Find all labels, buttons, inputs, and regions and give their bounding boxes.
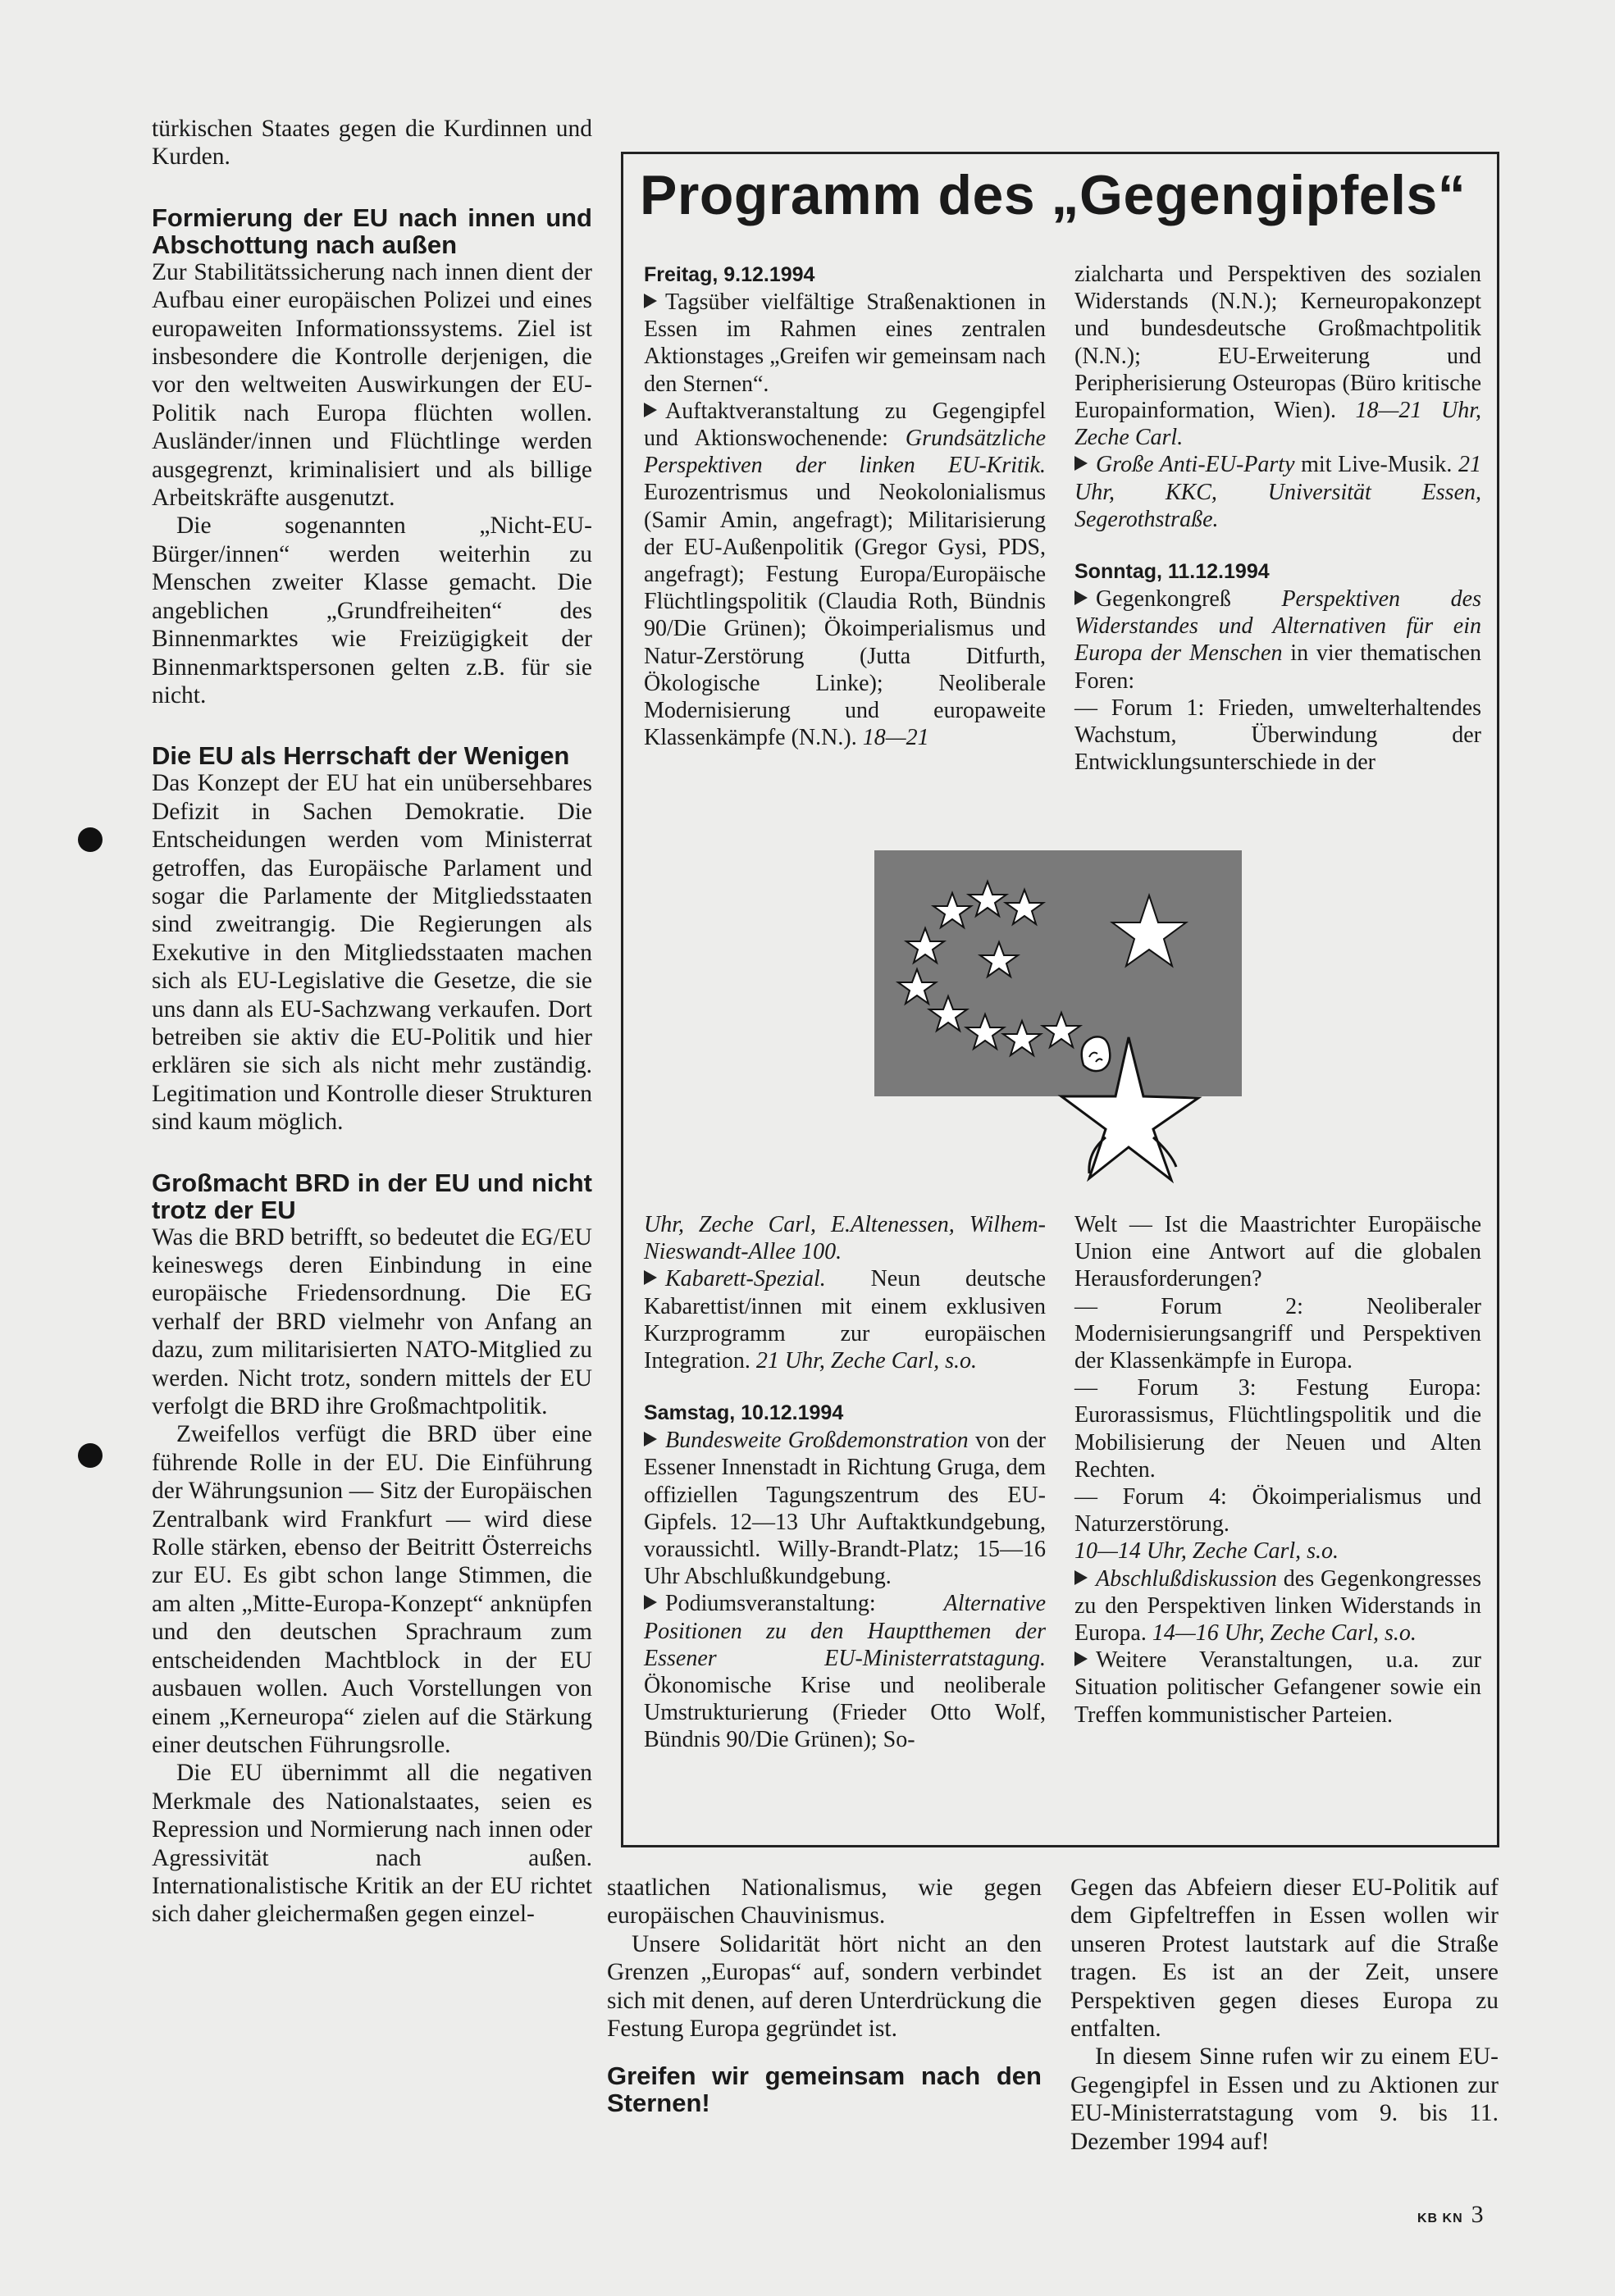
kabarett-body: Neun deutsche Kabarettist/innen mit einem exklusiven Kurzprogramm zur europäischen Integration. bbox=[644, 1266, 1046, 1374]
middle-paragraph-2: Unsere Solidarität hört nicht an den Grenzen „Europas“ auf, sondern verbindet sich mit denen, auf deren Unterdrückung die Festung Europa gegründet ist. bbox=[607, 1930, 1042, 2043]
abschluss-body: des Gegenkongresses zu den Perspektiven linken Widerstands in Europa. bbox=[1074, 1565, 1481, 1647]
forum-4: — Forum 4: Ökoimperialismus und Naturzerstörung. bbox=[1074, 1484, 1481, 1538]
friday-item-2-title: Grundsätzliche Perspektiven der linken EU-Kritik. bbox=[644, 426, 1046, 479]
friday-heading: Freitag, 9.12.1994 bbox=[644, 263, 815, 286]
left-column bbox=[152, 115, 592, 1929]
flag-background bbox=[874, 850, 1242, 1096]
punch-hole-top bbox=[78, 827, 103, 852]
col2-top-text bbox=[1074, 261, 1481, 451]
saturday-heading: Samstag, 10.12.1994 bbox=[644, 1401, 844, 1425]
program-title: Programm des „Gegengipfels“ bbox=[640, 164, 1467, 226]
heading-grossmacht: Großmacht BRD in der EU und nicht trotz der EU bbox=[152, 1168, 592, 1224]
punch-hole-bottom bbox=[78, 1443, 103, 1468]
heading-herrschaft: Die EU als Herrschaft der Wenigen bbox=[152, 741, 570, 771]
eu-stars-illustration bbox=[874, 850, 1242, 1183]
col2-top-body: zialcharta und Perspektiven des sozialen Widerstands (N.N.); Kerneuropakonzept und bundesdeutsche Großmachtpolitik (N.N.); EU-Erweiterung und Peripherisierung Osteuropas (Büro kritische Europainformation, Wien). bbox=[1074, 262, 1481, 424]
kabarett-time: 21 Uhr, Zeche Carl, s.o. bbox=[755, 1348, 977, 1374]
triangle-bullet-icon bbox=[644, 1432, 657, 1446]
paragraph-herrschaft: Das Konzept der EU hat ein unübersehbares Defizit in Sachen Demokratie. Die Entscheidungen werden vom Ministerrat getroffen, das Europäische Parlament und sogar die Parlamente der Mitgliedsstaaten sind zweitrangig. Die Regierungen als Exekutive in den Mitgliedsstaaten machen sich als EU-Legislative die Gesetze, die sie uns dann als EU-Sachzwang verkaufen. Dort betreiben sie aktiv die EU-Politik und hier erklären sie sich als nicht mehr zuständig. Legitimation und Kontrolle dieser Strukturen sind kaum möglich. bbox=[152, 770, 592, 1136]
box-column-1-top bbox=[644, 261, 1046, 751]
weitere-item bbox=[1074, 1647, 1481, 1729]
demo-title: Bundesweite Großdemonstration bbox=[665, 1428, 969, 1454]
forum-1: — Forum 1: Frieden, umwelterhaltendes Wachstum, Überwindung der Entwicklungsunterschiede in der bbox=[1074, 695, 1481, 776]
forum-3: — Forum 3: Festung Europa: Eurorassismus, Flüchtlingspolitik und die Mobilisierung der Neuen und Alten Rechten. bbox=[1074, 1375, 1481, 1483]
paragraph-grossmacht-2: Zweifellos verfügt die BRD über eine führende Rolle in der EU. Die Einführung der Währungsunion — Sitz der Europäischen Zentralbank wird Frankfurt — wird diese Rolle stärken, ebenso der Beitritt Österreichs zur EU. Es gibt schon lange Stimmen, die am alten „Mitte-Europa-Konzept“ anknüpfen und den deutschen Sprachraum zum entscheidenden Machtblock in der EU ausbauen wollen. Auch Vorstellungen von einem „Kerneuropa“ zielen auf die Stärkung einer deutschen Führungsrolle. bbox=[152, 1421, 592, 1758]
right-paragraph-2: In diesem Sinne rufen wir zu einem EU-Gegengipfel in Essen und zu Aktionen zur EU-Ministerratstagung vom 9. bis 11. Dezember 1994 auf! bbox=[1070, 2043, 1499, 2155]
sunday-item-1 bbox=[1074, 585, 1481, 695]
sunday-item-1-body: in vier thematischen Foren: bbox=[1074, 640, 1481, 694]
demo-body: von der Essener Innenstadt in Richtung Gruga, dem offiziellen Tagungszentrum des EU-Gipfels. 12—13 Uhr Auftaktkundgebung, voraussichtl. Willy-Brandt-Platz; 15—16 Uhr Abschlußkundgebung. bbox=[644, 1428, 1046, 1590]
box-column-2-top bbox=[1074, 261, 1481, 776]
party-time: 21 Uhr, KKC, Universität Essen, Segerothstraße. bbox=[1074, 452, 1482, 532]
weitere-text: Weitere Veranstaltungen, u.a. zur Situation politischer Gefangener sowie ein Treffen kommunistischer Parteien. bbox=[1074, 1647, 1481, 1728]
middle-paragraph-1: staatlichen Nationalismus, wie gegen europäischen Chauvinismus. bbox=[607, 1875, 1042, 1929]
podium-title: Alternative Positionen zu den Hauptthemen der Essener EU-Ministerratstagung. bbox=[644, 1591, 1046, 1671]
party-item bbox=[1074, 451, 1481, 533]
podium-body: Ökonomische Krise und neoliberale Umstrukturierung (Frieder Otto Wolf, Bündnis 90/Die Grünen); So- bbox=[644, 1673, 1046, 1753]
friday-item-2-body: Eurozentrismus und Neokolonialismus (Samir Amin, angefragt); Militarisierung der EU-Außenpolitik (Gregor Gysi, PDS, angefragt); Festung Europa/Europäische Flüchtlingspolitik (Claudia Roth, Bündnis 90/Die Grünen); Ökoimperialismus und Natur-Zerstörung (Jutta Ditfurth, Ökologische Linke); Neoliberale Modernisierung und europaweite Klassenkämpfe (N.N.). bbox=[644, 480, 1046, 751]
podium-text: Podiumsveranstaltung: bbox=[665, 1591, 944, 1617]
forum-time bbox=[1074, 1538, 1481, 1565]
col1-bottom-location: Uhr, Zeche Carl, E.Altenessen, Wilhem-Nieswandt-Allee 100. bbox=[644, 1212, 1046, 1265]
friday-item-1 bbox=[644, 289, 1046, 398]
friday-item-2-time: 18—21 bbox=[862, 725, 929, 751]
intro-paragraph: türkischen Staates gegen die Kurdinnen und Kurden. bbox=[152, 116, 592, 171]
triangle-bullet-icon bbox=[644, 1595, 657, 1610]
sunday-item-1-text: Gegenkongreß bbox=[1096, 586, 1282, 613]
forum-2: — Forum 2: Neoliberaler Modernisierungsangriff und Perspektiven der Klassenkämpfe in Europa. bbox=[1074, 1293, 1481, 1374]
paragraph-grossmacht-1: Was die BRD betrifft, so bedeutet die EG/EU keineswegs deren Einbindung in eine europäische Friedensordnung. Die EG verhalf der BRD vielmehr von Anfang an dazu, zum militarisierten NATO-Mitglied zu werden. Nicht trotz, sondern mittels der EU verfolgt die BRD ihre Großmachtpolitik. bbox=[152, 1223, 592, 1420]
page-footer bbox=[1417, 2201, 1484, 2233]
right-column bbox=[1070, 1874, 1499, 2156]
triangle-bullet-icon bbox=[1074, 1651, 1088, 1666]
podium-item bbox=[644, 1590, 1046, 1753]
triangle-bullet-icon bbox=[1074, 1570, 1088, 1585]
sunday-item-1-title: Perspektiven des Widerstandes und Alternativen für ein Europa der Menschen bbox=[1074, 586, 1481, 667]
triangle-bullet-icon bbox=[1074, 456, 1088, 471]
friday-item-2 bbox=[644, 398, 1046, 752]
abschluss-title: Abschlußdiskussion bbox=[1096, 1565, 1277, 1592]
col2-top-time: 18—21 Uhr, Zeche Carl. bbox=[1074, 398, 1481, 451]
box-column-2-bottom bbox=[1074, 1211, 1481, 1729]
triangle-bullet-icon bbox=[644, 1270, 657, 1285]
triangle-bullet-icon bbox=[1074, 590, 1088, 605]
abschluss-item bbox=[1074, 1565, 1481, 1647]
paragraph-grossmacht-3: Die EU übernimmt all die negativen Merkmale des Nationalstaates, seien es Repression und Normierung nach innen oder Agressivität nach außen. Internationalistische Kritik an der EU richtet sich daher gleichermaßen gegen einzel- bbox=[152, 1760, 592, 1928]
col2-bottom-text: Welt — Ist die Maastrichter Europäische Union eine Antwort auf die globalen Herausforderungen? bbox=[1074, 1212, 1481, 1292]
triangle-bullet-icon bbox=[644, 294, 657, 308]
sunday-heading: Sonntag, 11.12.1994 bbox=[1074, 560, 1270, 584]
party-body: mit Live-Musik. bbox=[1294, 452, 1459, 478]
page-number: 3 bbox=[1471, 2201, 1484, 2228]
kabarett-title: Kabarett-Spezial. bbox=[665, 1266, 826, 1292]
demo-item bbox=[644, 1427, 1046, 1590]
col1-bottom-text bbox=[644, 1211, 1046, 1265]
paragraph-formierung-2: Die sogenannten „Nicht-EU-Bürger/innen“ werden weiterhin zu Menschen zweiter Klasse gemacht. Die angeblichen „Grundfreiheiten“ des Binnenmarktes wie Freizügigkeit der Binnenmarktspersonen gelten z.B. für sie nicht. bbox=[152, 512, 592, 708]
paragraph-formierung-1: Zur Stabilitätssicherung nach innen dient der Aufbau einer europäischen Polizei und eines europaweiten Informationssystems. Ziel ist insbesondere die Kontrolle derjenigen, die vor den weltweiten Auswirkungen der EU-Politik nach Europa flüchten wollen. Ausländer/innen und Flüchtlinge werden ausgegrenzt, kriminalisiert und als billige Arbeitskräfte ausgenutzt. bbox=[152, 258, 592, 512]
box-column-1-bottom bbox=[644, 1211, 1046, 1754]
heading-greifen: Greifen wir gemeinsam nach den Sternen! bbox=[607, 2061, 1042, 2118]
party-title: Große Anti-EU-Party bbox=[1096, 452, 1295, 478]
right-paragraph-1: Gegen das Abfeiern dieser EU-Politik auf dem Gipfeltreffen in Essen wollen wir unseren Protest lautstark auf die Straße tragen. Es ist an der Zeit, unsere Perspektiven gegen dieses Europa zu entfalten. bbox=[1070, 1875, 1499, 2043]
friday-item-1-text: Tagsüber vielfältige Straßenaktionen in Essen im Rahmen eines zentralen Aktionstages „Greifen wir gemeinsam nach den Sternen“. bbox=[644, 289, 1046, 397]
abschluss-time: 14—16 Uhr, Zeche Carl, s.o. bbox=[1152, 1620, 1417, 1647]
friday-item-2-text: Auftaktveranstaltung zu Gegengipfel und Aktionswochenende: bbox=[644, 398, 1046, 452]
kabarett-item bbox=[644, 1265, 1046, 1374]
forum-time-text: 10—14 Uhr, Zeche Carl, s.o. bbox=[1074, 1538, 1339, 1565]
heading-formierung: Formierung der EU nach innen und Abschottung nach außen bbox=[152, 203, 592, 259]
triangle-bullet-icon bbox=[644, 403, 657, 417]
footer-brand: KB KN bbox=[1417, 2212, 1463, 2225]
middle-column bbox=[607, 1874, 1042, 2116]
